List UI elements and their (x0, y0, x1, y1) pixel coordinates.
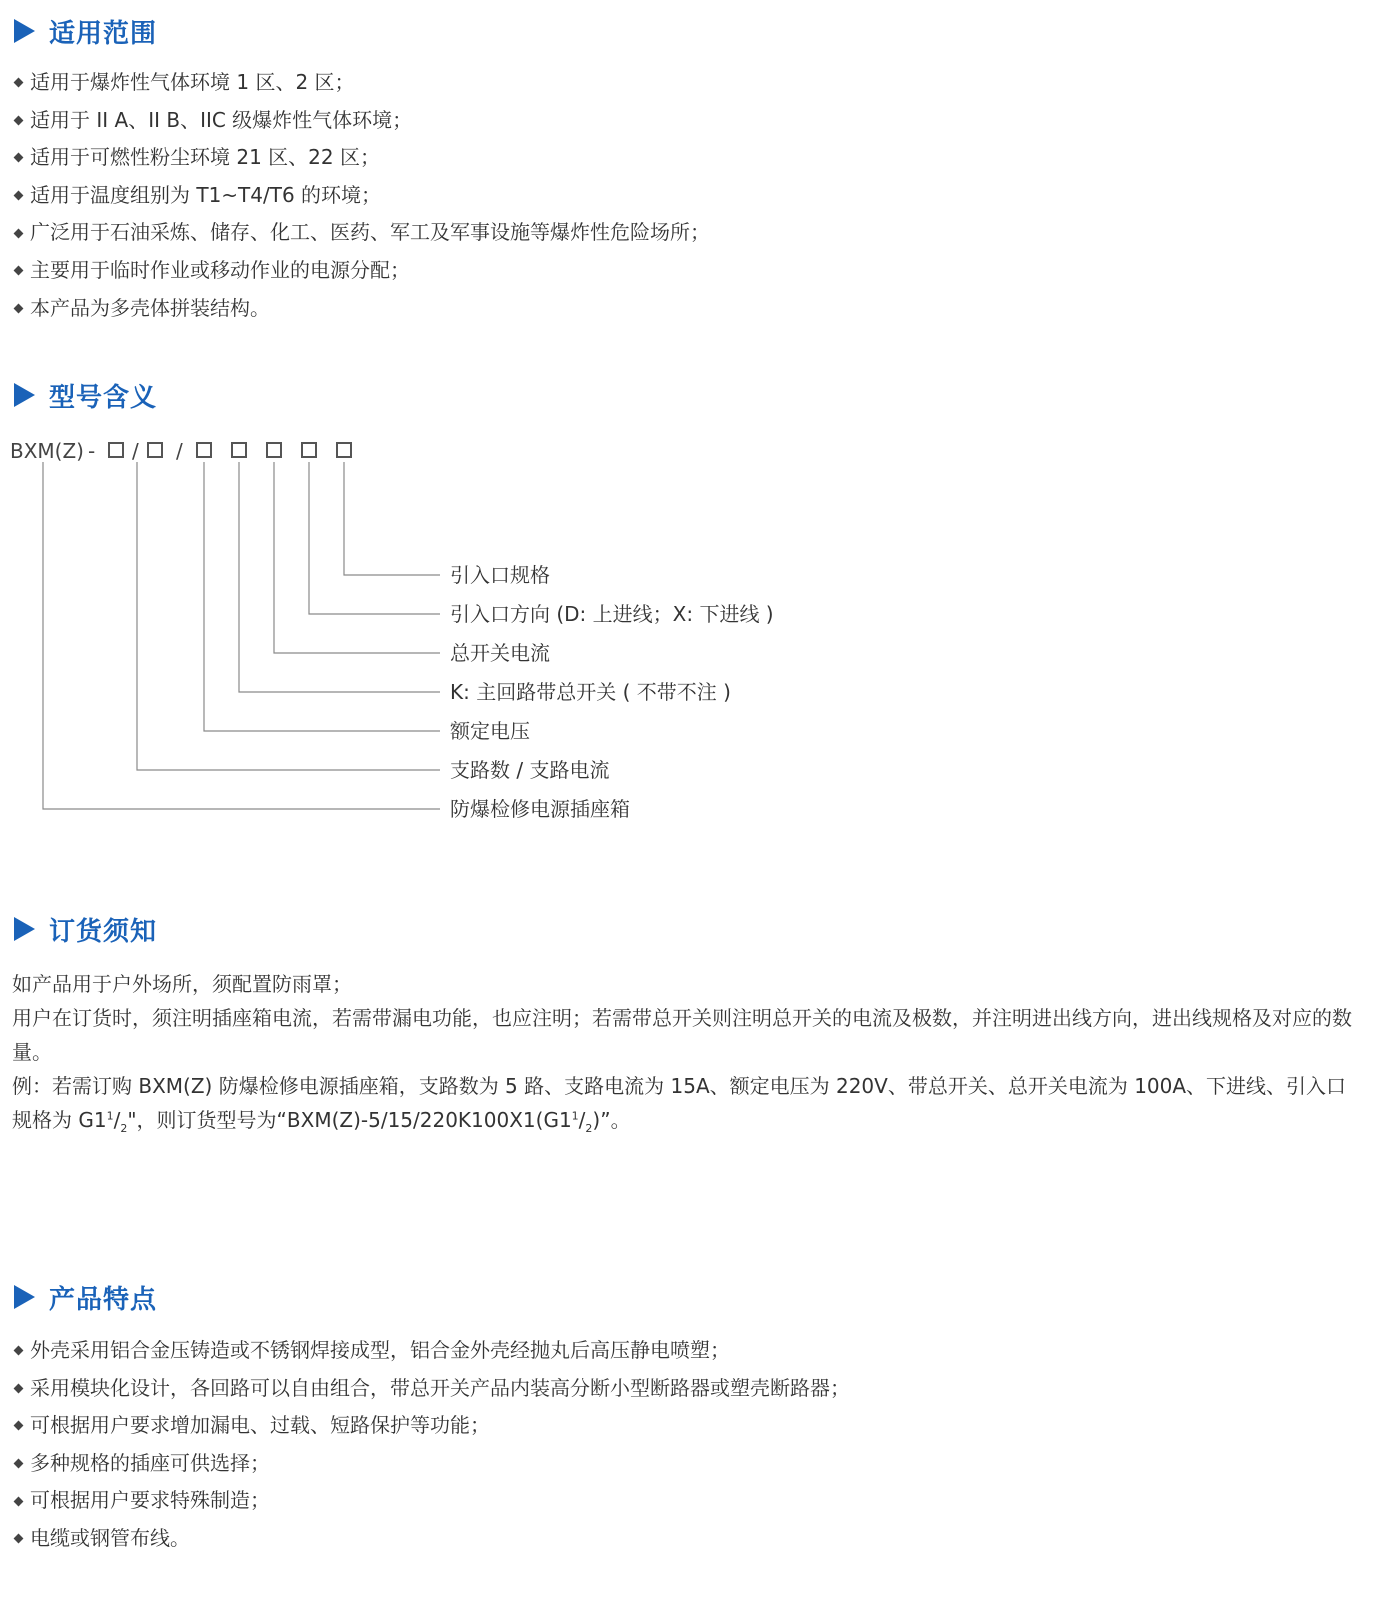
diamond-bullet-icon (14, 1459, 24, 1469)
list-item: 电缆或钢管布线。 (12, 1520, 850, 1558)
legend-item-main-switch-current: 总开关电流 (450, 641, 550, 665)
legend-item-rated-voltage: 额定电压 (450, 719, 530, 743)
ordering-example: 例：若需订购 BXM(Z) 防爆检修电源插座箱，支路数为 5 路、支路电流为 15A、额定电压为 220V、带总开关、总开关电流为 100A、下进线、引入口规格为 $G1^1/_2$"，则订货型号为“$BXM(Z)-5/15/220K100X1(G1^1/_2)$”。 (12, 1074, 1347, 1135)
diamond-bullet-icon (14, 1346, 24, 1356)
diamond-bullet-icon (14, 1421, 24, 1431)
list-item: 可根据用户要求特殊制造； (12, 1482, 850, 1520)
list-item: 适用于 II A、II B、IIC 级爆炸性气体环境； (12, 102, 710, 140)
list-item: 采用模块化设计，各回路可以自由组合，带总开关产品内装高分断小型断路器或塑壳断路器； (12, 1370, 850, 1408)
ordering-note-1: 如产品用于户外场所，须配置防雨罩； (12, 972, 352, 996)
list-item: 可根据用户要求增加漏电、过载、短路保护等功能； (12, 1407, 850, 1445)
legend-item-main-switch: K: 主回路带总开关 ( 不带不注 ) (450, 680, 731, 704)
legend-item-branches: 支路数 / 支路电流 (450, 758, 610, 782)
list-item: 适用于爆炸性气体环境 1 区、2 区； (12, 64, 710, 102)
section-title-text: 适用范围 (49, 18, 158, 49)
legend-item-product-name: 防爆检修电源插座箱 (450, 797, 630, 821)
model-code-slash: / (176, 439, 183, 463)
ordering-note-2: 用户在订货时，须注明插座箱电流，若需带漏电功能，也应注明；若需带总开关则注明总开关的电流及极数，并注明进出线方向，进出线规格及对应的数量。 (12, 1006, 1352, 1064)
section-title-text: 产品特点 (49, 1284, 158, 1315)
section-title-text: 型号含义 (49, 382, 158, 413)
triangle-bullet-icon (14, 1285, 35, 1309)
model-code-slash: / (132, 439, 139, 463)
list-item: 适用于温度组别为 T1~T4/T6 的环境； (12, 177, 710, 215)
connector-line (274, 462, 440, 653)
features-list (12, 1332, 850, 1558)
section-title-text: 订货须知 (49, 916, 158, 947)
legend-item-inlet-direction: 引入口方向 (D: 上进线；X: 下进线 ) (450, 602, 774, 626)
connector-line (344, 462, 440, 575)
connector-line (43, 462, 440, 809)
diamond-bullet-icon (14, 1383, 24, 1393)
connector-line (309, 462, 440, 614)
triangle-bullet-icon (14, 917, 35, 941)
list-item: 本产品为多壳体拼装结构。 (12, 290, 710, 328)
list-item: 主要用于临时作业或移动作业的电源分配； (12, 252, 710, 290)
legend-item-inlet-spec: 引入口规格 (450, 563, 550, 587)
diamond-bullet-icon (14, 1496, 24, 1506)
list-item: 适用于可燃性粉尘环境 21 区、22 区； (12, 139, 710, 177)
model-code-prefix: BXM(Z) (10, 439, 84, 463)
model-code-dash: - (88, 439, 96, 463)
section-title-features (14, 1279, 157, 1315)
list-item: 广泛用于石油采炼、储存、化工、医药、军工及军事设施等爆炸性危险场所； (12, 214, 710, 252)
list-item: 外壳采用铝合金压铸造或不锈钢焊接成型，铝合金外壳经抛丸后高压静电喷塑； (12, 1332, 850, 1370)
diamond-bullet-icon (14, 1534, 24, 1544)
connector-line (137, 462, 440, 770)
list-item: 多种规格的插座可供选择； (12, 1445, 850, 1483)
connector-line (239, 462, 440, 692)
section-title-ordering (14, 911, 157, 947)
